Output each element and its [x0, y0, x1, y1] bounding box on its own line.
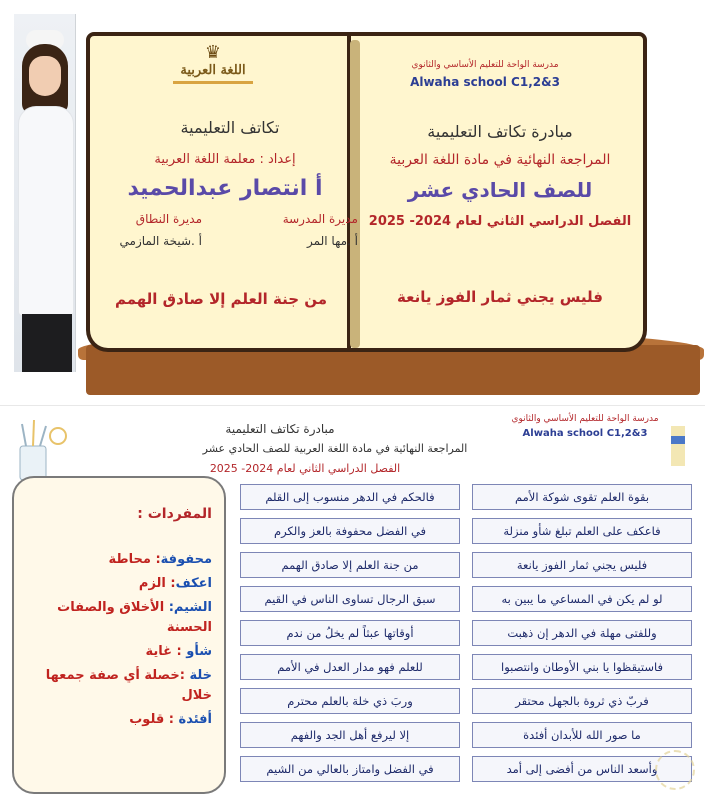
verse-first-half: بقوة العلم تقوى شوكة الأمم: [472, 484, 692, 510]
vocab-meaning: : غاية: [145, 644, 187, 659]
vocab-item: [26, 574, 212, 594]
term-label: الفصل الدراسي الثاني لعام 2024- 2025: [368, 214, 632, 229]
logo-underline: [173, 81, 253, 84]
book-spine: [350, 40, 360, 348]
left-quote: من جنة العلم إلا صادق الهمم: [114, 290, 328, 308]
class-label: للصف الحادي عشر: [407, 178, 593, 202]
vocab-item: [26, 666, 212, 706]
verse-first-half: وللفتى مهلة في الدهر إن ذهبت: [472, 620, 692, 646]
vocab-word: خلة: [189, 668, 212, 683]
vocab-heading: المفردات :: [137, 506, 212, 522]
verse-first-half: فاعكف على العلم تبلغ شأو منزلة: [472, 518, 692, 544]
verse-second-half: فالحكم في الدهر منسوب إلى القلم: [240, 484, 460, 510]
vocab-item: [26, 598, 212, 638]
verse-first-half: فاستيقظوا يا بني الأوطان وانتصبوا: [472, 654, 692, 680]
shirt: [18, 106, 74, 316]
sheet-subtitle: المراجعة النهائية في مادة اللغة العربية للصف الحادي عشر: [202, 442, 468, 455]
poem-line: [236, 620, 692, 646]
verse-second-half: إلا ليرفع أهل الجد والفهم: [240, 722, 460, 748]
vocab-item: [26, 550, 212, 570]
district-name: أ .شيخة المازمي: [119, 234, 202, 248]
verse-first-half: ما صور الله للأبدان أفئدة: [472, 722, 692, 748]
vocab-word: شأو: [186, 644, 212, 659]
principal-role: مديرة المدرسة: [282, 212, 358, 226]
school-name-en: Alwaha school C1,2&3: [410, 75, 560, 89]
teacher-name: أ انتصار عبدالحميد: [127, 176, 323, 201]
poem-line: [236, 654, 692, 680]
vocab-word: اعكف: [175, 576, 212, 591]
logo-text: اللغة العربية: [180, 63, 246, 78]
poem-line: [236, 518, 692, 544]
vocab-word: محفوفة: [160, 552, 212, 567]
face: [29, 56, 61, 96]
book-cover-base: [86, 345, 700, 395]
poem-line: [236, 586, 692, 612]
poem-line: [236, 722, 692, 748]
crown-icon: ♛: [204, 42, 222, 63]
sheet-title: مبادرة تكاتف التعليمية: [225, 422, 335, 436]
poem-line: [236, 552, 692, 578]
vocab-meaning: : قلوب: [129, 712, 179, 727]
school-name-ar: مدرسة الواحة للتعليم الأساسي والثانوي: [411, 60, 559, 70]
sheet-school-ar: مدرسة الواحة للتعليم الأساسي والثانوي: [511, 414, 659, 424]
vocab-word: أفئدة: [178, 712, 212, 727]
prepared-by: إعداد : معلمة اللغة العربية: [154, 152, 296, 167]
sheet-school-en: Alwaha school C1,2&3: [522, 428, 648, 439]
decorative-circle-icon: [655, 750, 695, 790]
principal-name: أ .مها المر: [307, 234, 358, 248]
vocab-item: [26, 710, 212, 730]
verse-second-half: للعلم فهو مدار العدل في الأمم: [240, 654, 460, 680]
ribbon-icon: [665, 426, 695, 466]
right-subtitle: المراجعة النهائية في مادة اللغة العربية: [389, 152, 611, 168]
vocab-item: [26, 642, 212, 662]
right-title: مبادرة تكاتف التعليمية: [427, 122, 573, 141]
verse-second-half: في الفضل وامتاز بالعالي من الشيم: [240, 756, 460, 782]
left-title: تكاتف التعليمية: [180, 118, 280, 137]
vocab-word: الشيم:: [168, 600, 212, 615]
sheet-term: الفصل الدراسي الثاني لعام 2024- 2025: [209, 462, 401, 475]
arabic-logo: [168, 44, 258, 88]
verse-second-half: وربَ ذي خلة بالعلم محترم: [240, 688, 460, 714]
vocab-meaning: : الزم: [138, 576, 176, 591]
poem-verses: [236, 484, 692, 786]
skirt: [22, 314, 72, 372]
verse-first-half: فليس يجني ثمار الفوز يانعة: [472, 552, 692, 578]
poem-line: [236, 756, 692, 782]
right-quote: فليس يجني ثمار الفوز يانعة: [397, 288, 603, 306]
verse-first-half: فربّ ذي ثروة بالجهل محتقر: [472, 688, 692, 714]
verse-second-half: في الفضل محفوفة بالعز والكرم: [240, 518, 460, 544]
review-sheet: [0, 405, 705, 800]
verse-first-half: وأسعد الناس من أفضى إلى أمد: [472, 756, 692, 782]
verse-second-half: من جنة العلم إلا صادق الهمم: [240, 552, 460, 578]
verse-first-half: لو لم يكن في المساعي ما يبين به: [472, 586, 692, 612]
vocab-meaning: :خصلة أي صفة جمعها خلال: [45, 668, 212, 703]
vocab-meaning: : محاطة: [108, 552, 161, 567]
poem-line: [236, 688, 692, 714]
vocab-meaning: الأخلاق والصفات الحسنة: [57, 600, 212, 635]
verse-second-half: أوقاتها عبثاً لم يخلُ من ندم: [240, 620, 460, 646]
verse-second-half: سبق الرجال تساوى الناس في القيم: [240, 586, 460, 612]
poem-line: [236, 484, 692, 510]
student-photo: [14, 14, 76, 372]
vocabulary-box: [12, 476, 226, 794]
district-role: مديرة النطاق: [135, 212, 202, 226]
